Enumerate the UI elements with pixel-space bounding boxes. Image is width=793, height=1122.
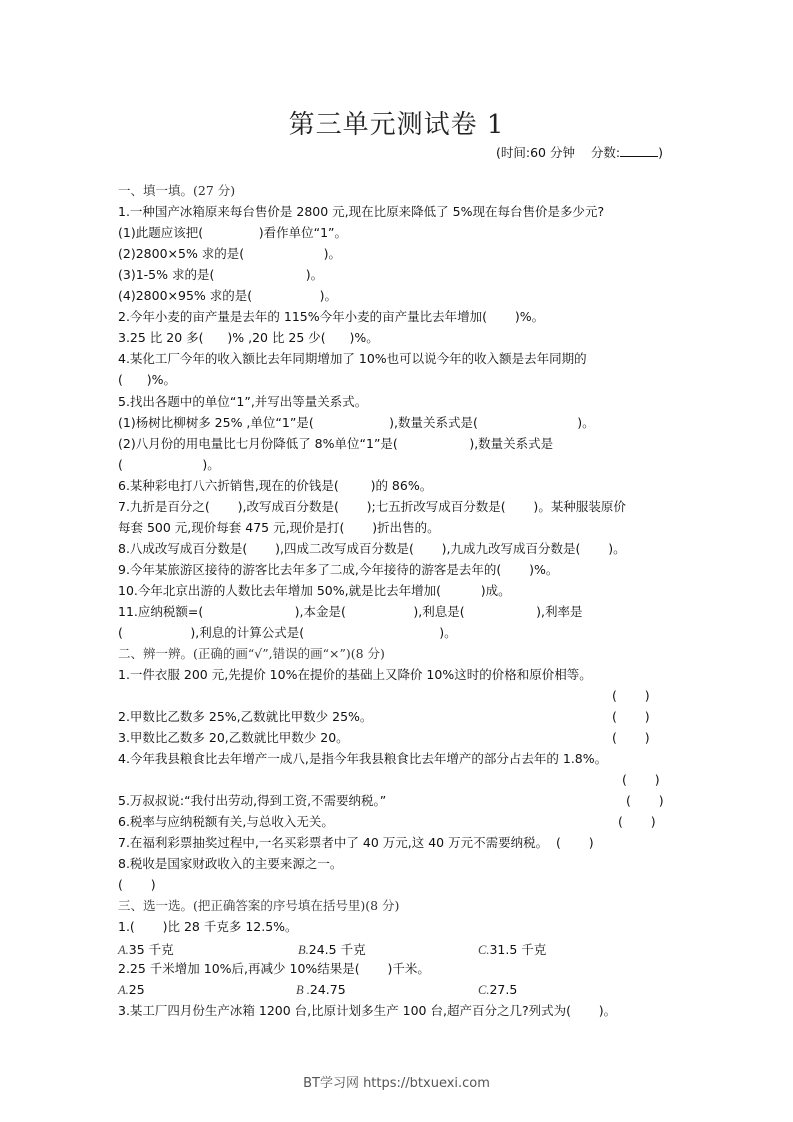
question-line: (2)八月份的用电量比七月份降低了 8%单位“1”是( ),数量关系式是 [118,436,554,451]
question-line: 3.25 比 20 多( )% ,20 比 25 少( )%。 [118,330,379,345]
option-text: 24.75 [309,982,346,997]
option-letter: A. [118,943,129,957]
question-line: (1)此题应该把( )看作单位“1”。 [118,225,347,240]
answer-paren[interactable]: ( ) [612,688,650,703]
option-letter: C. [478,983,490,997]
question-line: 9.今年某旅游区接待的游客比去年多了二成,今年接待的游客是去年的( )%。 [118,562,559,577]
question-line: (2)2800×5% 求的是( )。 [118,246,342,261]
question-line: ( ),利息的计算公式是( )。 [118,625,457,640]
question-line: 7.在福利彩票抽奖过程中,一名买彩票者中了 40 万元,这 40 万元不需要纳税。 ( ) [118,835,594,850]
answer-paren[interactable]: ( ) [626,793,664,808]
time-score-label: (时间:60 分钟 分数: [496,145,621,160]
page-title: 第三单元测试卷 1 [288,110,505,140]
answer-paren[interactable]: ( ) [612,730,650,745]
option-letter: C. [478,943,490,957]
question-line: 2.今年小麦的亩产量是去年的 115%今年小麦的亩产量比去年增加( )%。 [118,309,545,324]
option-letter: B. [298,943,309,957]
option-text: 24.5 千克 [308,942,366,957]
question-line: 每套 500 元,现价每套 475 元,现价是打( )折出售的。 [118,520,440,535]
question-line: 10.今年北京出游的人数比去年增加 50%,就是比去年增加( )成。 [118,583,511,598]
answer-paren[interactable]: ( ) [612,709,650,724]
choice-option[interactable] [118,940,174,958]
question-line: 5.万叔叔说:“我付出劳动,得到工资,不需要纳税。” [118,793,387,808]
question-line: 2.甲数比乙数多 25%,乙数就比甲数少 25%。 [118,709,373,724]
option-text: 25 [128,982,145,997]
question-line: 4.今年我县粮食比去年增产一成八,是指今年我县粮食比去年增产的部分占去年的 1.8%。 [118,751,608,766]
question-line: 3.某工厂四月份生产冰箱 1200 台,比原计划多生产 100 台,超产百分之几?列式为( )。 [118,1003,617,1018]
question-line: 5.找出各题中的单位“1”,并写出等量关系式。 [118,394,368,409]
question-line: (4)2800×95% 求的是( )。 [118,288,338,303]
choice-option[interactable] [478,982,517,998]
choice-option[interactable] [296,982,346,998]
option-letter: A. [118,983,129,997]
question-line: 1.( )比 28 千克多 12.5%。 [118,919,298,934]
choice-option[interactable] [118,982,145,998]
question-line: 1.一种国产冰箱原来每台售价是 2800 元,现在比原来降低了 5%现在每台售价是多少元? [118,204,605,219]
option-text: 27.5 [489,982,518,997]
exam-meta: (时间:60 分钟 分数: ) [496,145,663,160]
option-text: 35 千克 [128,942,174,957]
choice-option[interactable] [478,940,546,958]
answer-paren[interactable]: ( ) [622,772,660,787]
section-heading: 一、填一填。(27 分) [118,183,236,198]
question-line: ( )%。 [118,372,176,387]
answer-paren[interactable]: ( ) [618,814,656,829]
question-line: 8.税收是国家财政收入的主要来源之一。 [118,856,343,871]
section-heading: 二、辨一辨。(正确的画“√”,错误的画“×”)(8 分) [118,646,385,661]
question-line: ( )。 [118,457,220,472]
question-line: 4.某化工厂今年的收入额比去年同期增加了 10%也可以说今年的收入额是去年同期的 [118,351,587,366]
question-line: 11.应纳税额=( ),本金是( ),利息是( ),利率是 [118,604,583,619]
section-heading: 三、选一选。(把正确答案的序号填在括号里)(8 分) [118,898,400,913]
choice-option[interactable] [298,940,366,958]
option-text: 31.5 千克 [489,942,547,957]
question-line: (1)杨树比柳树多 25% ,单位“1”是( ),数量关系式是( )。 [118,415,595,430]
question-line: 6.税率与应纳税额有关,与总收入无关。 [118,814,334,829]
site-watermark: BT学习网 https://btxuexi.com [303,1076,490,1091]
score-blank[interactable] [620,144,658,157]
question-line: 7.九折是百分之( ),改写成百分数是( );七五折改写成百分数是( )。某种服装原价 [118,499,626,514]
question-line: 8.八成改写成百分数是( ),四成二改写成百分数是( ),九成九改写成百分数是( )。 [118,541,626,556]
question-line: 6.某种彩电打八六折销售,现在的价钱是( )的 86%。 [118,478,433,493]
option-letter: B . [296,983,310,997]
question-line: 1.一件衣服 200 元,先提价 10%在提价的基础上又降价 10%这时的价格和原价相等。 [118,667,592,682]
question-line: 3.甲数比乙数多 20,乙数就比甲数少 20。 [118,730,349,745]
question-line: 2.25 千米增加 10%后,再减少 10%结果是( )千米。 [118,961,430,976]
question-line: (3)1-5% 求的是( )。 [118,267,324,282]
question-line: ( ) [118,877,156,892]
